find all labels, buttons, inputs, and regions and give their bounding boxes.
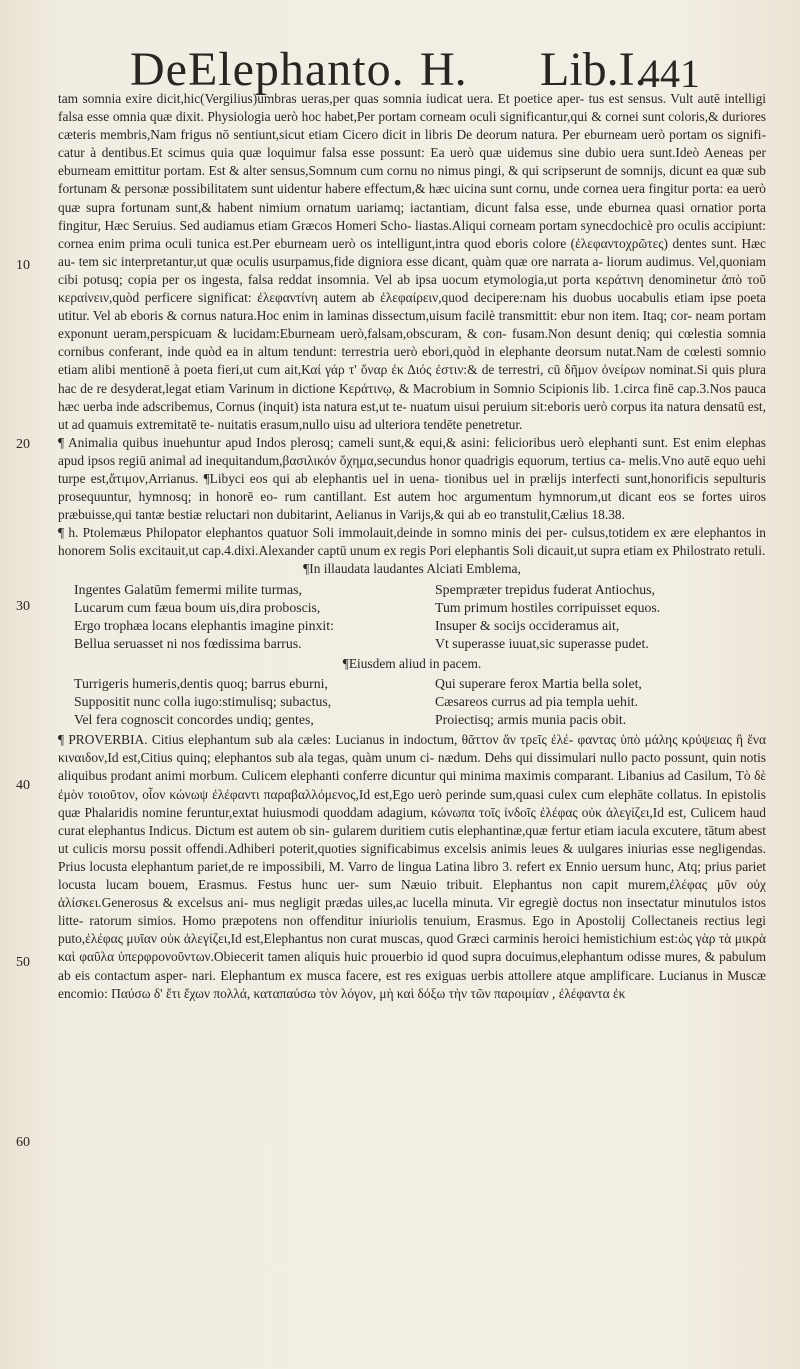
main-text bbox=[58, 90, 766, 1003]
verse-line: Spempræter trepidus fuderat Antiochus, bbox=[435, 581, 655, 597]
margin-line-number: 40 bbox=[16, 778, 30, 793]
verse-line: Ergo trophæa locans elephantis imagine pinxit: bbox=[74, 617, 334, 633]
verse-line: Insuper & socijs occideramus ait, bbox=[435, 617, 620, 633]
verse-line: Qui superare ferox Martia bella solet, bbox=[435, 676, 642, 691]
verse-line: Cæsareos currus ad pia templa uehit. bbox=[435, 694, 639, 710]
paragraph-proverbia: ¶ PROVERBIA. Citius elephantum sub ala cæles: Lucianus in indoctum, θᾶττον ἄν τρεῖς ἐλέ- φαντας ὑπὸ μάλης κρύψειας ἢ ἕνα κιναιδον,Id est,Citius quinq; elephantos sub ala tegas, quàm unum ci- nædum. Dehs qui dissimulari nullo pacto possunt, quin notis aliquibus prodant animi morbum. Culicem elephanti conferre dicuntur qui minima maximis comparant. Libanius ad Casilum, Τὸ δὲ ἐμὸν τοιοῦτον, οἷον κώνωψ ἐλέφαντι παραβαλλόμενος,Id est,Ego uerò perinde sum,quasi culex cum elephāte collatus. In epistolis quæ Phalaridis nomine feruntur,extat huiusmodi quoddam adagium, κώνωπα τοῖς ἰνδοῖς ἐλέφας οὐκ ἀλεγίζει,Id est, Culicem haud curat elephantus Indicus. Dictum est autem ob sin- gularem duritiem cutis elephantinæ,quæ fertur etiam iacula excutere, tātum abest ut culicis morsu possit offendi.Adhiberi poterit,quoties significabimus excelsis animis leues & uulgares iniurias esse negligendas. Prius locusta elephantum pariet,de re impossibili, M. Varro de lingua Latina libro 3. refert ex Ennio uersum hunc, Atq; prius pariet locusta lucam bouem, Erasmus. Festus hunc uer- sum Næuio tribuit. Elephantus non capit murem,ἐλέφας μῦν οὐχ ἁλίσκει.Generosus & excelsus ani- mus negligit prædas uiles,ac lucella minuta. Vir egregiè doctus non insectatur minutulos istos litte- ratorum simios. Homo præpotens non offenditur iniuriolis tenuium, Erasmus. Ego in Apostolij Collectaneis rectius legi puto,ἐλέφας μυῖαν οὐκ ἀλεγίζει,Id est,Elephantus non curat muscas, quod Græci carminis heroici hemistichium est:ὡς γὰρ τὰ μικρὰ καὶ φαῦλα ὑπερφρονοῦντων.Obiecerit tamen aliquis huic prouerbio id quod supra docuimus,elephantum odisse mures, & pabulum ab eis contactum asper- nari. Elephantum ex musca facere, est res exiguas uerbis attollere atque amplificare. Lucianus in Muscæ encomio: Παύσω δ' ἔτι ἔχων πολλά, καταπαύσω τὸν λόγον, μὴ καὶ δόξω τὴν τῶν παροιμίαν , ἐλέφαντα ἐκ bbox=[58, 732, 766, 1001]
margin-line-number: 50 bbox=[16, 955, 30, 970]
paragraph-animalia: ¶ Animalia quibus inuehuntur apud Indos plerosq; cameli sunt,& equi,& asini: felicioribus uerò elephanti sunt. Est enim elephas apud ipsos regiū animal ad inequitandum,βασιλικόν ὄχημα,secundus honor quadrigis equorum, tertius ca- melis.Vno autē equo uehi turpe est,ἄτιμον,Arrianus. ¶Libyci eos qui ab elephantis uel in uena- tionibus uel in prælijs interfecti sunt,honorificis sepulturis prosequuntur, hymnosq; in honorē eo- rum cantillant. Est autem hoc argumentum hymnorum,ut dicant eos se fortes uiros præbuisse,qui tantæ bestiæ reluctari non dubitarint, Aelianus in Varijs,& qui ab eo transtulit,Cælius 18.38. bbox=[58, 434, 766, 523]
verse-line: Lucarum cum fæua boum uis,dira proboscis, bbox=[74, 599, 321, 615]
verse-line: Proiectisq; armis munia pacis obit. bbox=[435, 712, 627, 728]
verse-line: Bellua seruasset ni nos fœdissima barrus. bbox=[74, 635, 302, 651]
verse-line: Suppositit nunc colla iugo:stimulisq; subactus, bbox=[74, 694, 332, 710]
header-book: Lib.I. bbox=[540, 43, 647, 96]
paragraph-somnia: tam somnia exire dicit,hic(Vergilius)umbras ueras,per quas somnia iudicat uera. Et poetice aper- tus est sensus. Vult autē intelligi falsa esse omnia quæ dixit. Physiologia uerò hoc habet,Per portam corneam oculi significantur,qui & cornei sunt coloris,& duriores cæteris membris,Nam frigus nō sentiunt,sicut etiam Cicero dicit in libris De deorum natura. Per eburneam uerò portam os signifi- catur à dentibus.Et scimus quia quæ loquimur falsa esse possunt: Ea uerò quæ uidemus sine dubio uera sunt.Ideò Aeneas per eburneam emittitur portam. Est & alter sensus,Somnum cum cornu no nimus pingi, & qui scripserunt de somnijs, dicunt ea quæ sub fortunam & personæ possibilitatem sunt uidentur habere effectum,& hæc uicina sunt cornu, unde cornea uera fingitur porta: ea uerò quæ supra fortunam sunt,& habent nimium ornatum uariamq; iactantiam, dicunt falsa esse, unde eburnea quasi ornatior porta fingitur, Hæc Seruius. Sed audiamus etiam Græcos Homeri Scho- liastas.Aliqui corneam portam synecdochicè pro oculis accipiunt: cornea enim prima oculi tunica est.Per eburneam uerò os intelligunt,intra quod eboris colore (ἐλεφαντοχρῶτες) dentes sunt. Hæc au- tem sic interpretantur,ut quæ oculis usurpamus,fide digniora esse dicant, quàm quæ ore narrata a- liorum audimus. Vel,quoniam cibi potusq; copia per os ingesta, falsa reddat insomnia. Vel ab ipsa uocum etymologia,ut porta κεράτινη denominetur ἀπὸ τοῦ κεραίνειν,quòd perficere significat: ἐλεφαντίνη autem ab ἐλεφαίρειν,quod decipere:nam his duobus uocabulis etiam ipse poeta utitur. Vel ab eboris & cornus natura.Hoc enim in laminas dissectum,uisum facilè transmittit: ebur non item. Itaq; cor- neam portam exponunt ueram,perspicuam & lucidam:Eburneam uerò,falsam,obscuram, & con- fusam.Non desunt deniq; qui cœlestia somnia cornibus conferant, inde quòd ea in altum tendunt: terrestria uerò ebori,quòd in elephante deorsum nutat.Nam de cœlesti somnio etiam alibi mentionē à poeta fieri,ut cum ait,Καί γάρ τ' ὄναρ ἐκ Διός ἐστιν:& de terrestri, cū δῆμον ὀνείρων nominat.Si quis plura hac de re desyderat,legat etiam Varinum in dictione Κεράτινῳ, & Macrobium in Somnio Scipionis lib. 1.circa finē cap.3.Nos pauca hæc uerba inde adscribemus, Cornus (inquit) ista natura est,ut te- nuatum uisui peruium sit:eboris uerò corpus ita natura densatū est, ut ad quamuis extremitatē te- nuitatis erasum,nullo uisu ad ulteriora tendēte penetretur. bbox=[58, 91, 766, 432]
emblem-verses bbox=[74, 581, 766, 653]
margin-line-number: 20 bbox=[16, 437, 30, 452]
paragraph-ptolemaeus: ¶ h. Ptolemæus Philopator elephantos quatuor Soli immolauit,deinde in somno minis dei per- culsus,totidem ex ære elephantos in honorem Solis excitauit,ut cap.4.dixi.Alexander captū unum ex regis Pori elephantis Soli dicauit,ut supra etiam ex Philostrato retuli. bbox=[58, 525, 766, 559]
verse-line: Tum primum hostiles corripuisset equos. bbox=[435, 599, 661, 615]
margin-line-number: 30 bbox=[16, 599, 30, 614]
verse-line: Ingentes Galatūm femermi milite turmas, bbox=[74, 581, 302, 597]
margin-line-number: 60 bbox=[16, 1135, 30, 1150]
second-emblem-heading: ¶Eiusdem aliud in pacem. bbox=[342, 655, 482, 671]
emblem-heading: ¶In illaudata laudantes Alciati Emblema, bbox=[303, 561, 521, 577]
verse-line: Vel fera cognoscit concordes undiq; gentes, bbox=[74, 712, 314, 728]
page-number: 441 bbox=[640, 51, 700, 96]
header-letter: H. bbox=[420, 43, 467, 96]
verse-line: Vt superasse iuuat,sic superasse pudet. bbox=[435, 635, 649, 651]
second-emblem-verses bbox=[74, 675, 766, 729]
header-title: DeElephanto. bbox=[130, 43, 405, 96]
margin-line-number: 10 bbox=[16, 258, 30, 273]
verse-line: Turrigeris humeris,dentis quoq; barrus eburni, bbox=[74, 676, 328, 691]
